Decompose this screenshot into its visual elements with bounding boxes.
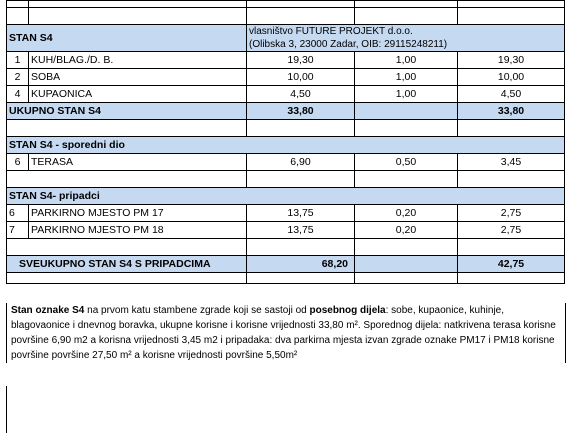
room-name: PARKIRNO MJESTO PM 18: [29, 222, 247, 239]
appurtenances-title: STAN S4- pripadci: [7, 188, 565, 205]
room-no: 2: [7, 69, 29, 86]
room-value: 19,30: [458, 52, 565, 69]
room-name: SOBA: [29, 69, 247, 86]
grand-total-row: [7, 256, 565, 273]
total-coef: [355, 103, 458, 120]
room-coef: 1,00: [355, 86, 458, 103]
room-coef: 1,00: [355, 52, 458, 69]
room-name: PARKIRNO MJESTO PM 17: [29, 205, 247, 222]
total-area: 33,80: [247, 103, 355, 120]
grand-total-value: 42,75: [458, 256, 565, 273]
apartment-title: STAN S4: [7, 25, 247, 52]
room-value: 2,75: [458, 222, 565, 239]
room-coef: 0,20: [355, 222, 458, 239]
room-area: 13,75: [247, 205, 355, 222]
room-row: [7, 69, 565, 86]
spacer-row: [7, 273, 565, 284]
room-value: 10,00: [458, 69, 565, 86]
spacer-row: [7, 171, 565, 188]
appurtenance-row: [7, 205, 565, 222]
description-text-1: na prvom katu stambene zgrade koji se sastoji od: [84, 305, 310, 316]
owner-info: [247, 25, 565, 52]
room-name: KUH/BLAG./D. B.: [29, 52, 247, 69]
room-no: 1: [7, 52, 29, 69]
empty-area: [6, 386, 565, 433]
apartment-description: [6, 303, 566, 363]
grand-total-coef: [355, 256, 458, 273]
room-no: 4: [7, 86, 29, 103]
top-spacer-row-2: [7, 8, 565, 25]
room-row: [7, 52, 565, 69]
room-area: 6,90: [247, 154, 355, 171]
total-row: [7, 103, 565, 120]
room-value: 3,45: [458, 154, 565, 171]
room-value: 4,50: [458, 86, 565, 103]
room-no: 7: [7, 222, 29, 239]
room-row: [7, 86, 565, 103]
room-area: 13,75: [247, 222, 355, 239]
secondary-title-row: [7, 137, 565, 154]
appurtenance-row: [7, 222, 565, 239]
owner-line-1: vlasništvo FUTURE PROJEKT d.o.o.: [249, 26, 413, 37]
grand-total-area: 68,20: [247, 256, 355, 273]
room-name: KUPAONICA: [29, 86, 247, 103]
room-name: TERASA: [29, 154, 247, 171]
secondary-row: [7, 154, 565, 171]
room-area: 19,30: [247, 52, 355, 69]
room-coef: 0,20: [355, 205, 458, 222]
secondary-title: STAN S4 - sporedni dio: [7, 137, 565, 154]
owner-line-2: (Olibska 3, 23000 Zadar, OIB: 29115248211): [249, 39, 448, 50]
top-spacer-row-1: [7, 1, 565, 8]
room-area: 4,50: [247, 86, 355, 103]
total-label: UKUPNO STAN S4: [7, 103, 247, 120]
apartment-table: [6, 0, 565, 284]
description-bold-1: Stan oznake S4: [11, 305, 85, 316]
room-value: 2,75: [458, 205, 565, 222]
room-no: 6: [7, 154, 29, 171]
spacer-row: [7, 239, 565, 256]
grand-total-label: SVEUKUPNO STAN S4 S PRIPADCIMA: [7, 256, 247, 273]
header-row: [7, 25, 565, 52]
room-area: 10,00: [247, 69, 355, 86]
room-coef: 0,50: [355, 154, 458, 171]
description-text-2: : sobe, kupaonice, kuhinje, blagovaonice i dnevnog boravka, ukupne korisne i korisne vrijednosti 33,80 m². Sporednog dijela: natkrivena terasa korisne površine 6,90 m2 a korisna vrijednosti 3,45 m2 i pripadaka: dva parkirna mjesta izvan zgrade oznake PM17 i PM18 korisne površine površine 27,50 m² a korisne vrijednosti površine 5,50m²: [11, 305, 556, 361]
spacer-row: [7, 120, 565, 137]
document-sheet: [6, 0, 564, 433]
total-value: 33,80: [458, 103, 565, 120]
room-coef: 1,00: [355, 69, 458, 86]
room-no: 6: [7, 205, 29, 222]
description-bold-2: posebnog dijela: [309, 305, 386, 316]
appurtenances-title-row: [7, 188, 565, 205]
